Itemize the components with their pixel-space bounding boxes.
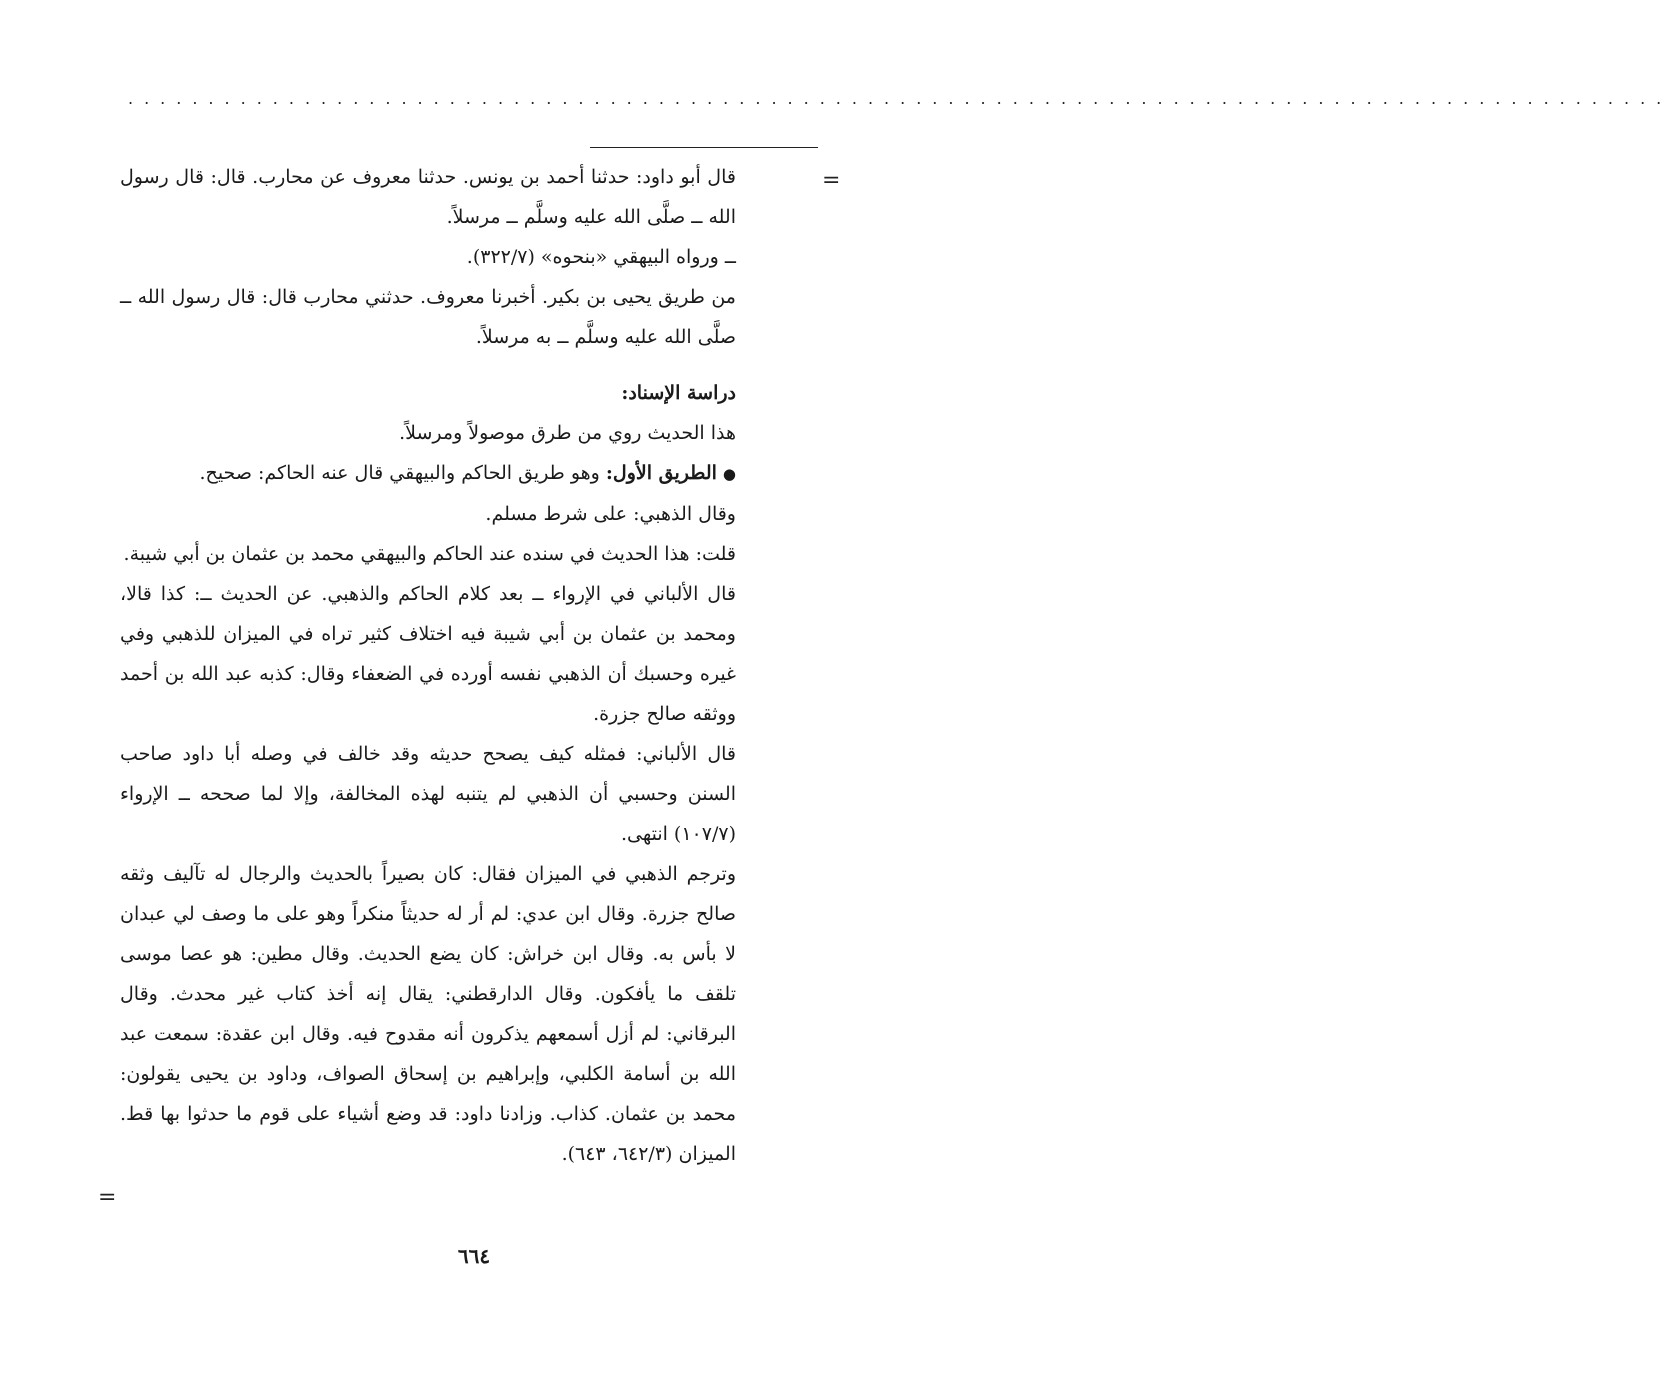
bullet-icon: ● bbox=[722, 465, 736, 483]
section-heading: دراسة الإسناد: bbox=[621, 382, 736, 404]
continuation-mark-bottom: = bbox=[98, 1185, 117, 1210]
continuation-mark-top: = bbox=[822, 168, 841, 193]
paragraph-bayhaqi: ــ ورواه البيهقي «بنحوه» (٣٢٢/٧). bbox=[466, 246, 736, 268]
paragraph-yahya-ibn-bukayr: من طريق يحيى بن بكير. أخبرنا معروف. حدثني محارب قال: قال رسول الله ــ صلَّى الله عليه وسلَّم ــ به مرسلاً. bbox=[120, 286, 736, 348]
paragraph-albani-irwa: قال الألباني في الإرواء ــ بعد كلام الحاكم والذهبي. عن الحديث ــ: كذا قالا، ومحمد بن عثمان بن أبي شيبة فيه اختلاف كثير تراه في الميزان للذهبي وفي غيره وحسبك أن الذهبي نفسه أورده في الضعفاء وقال: كذبه عبد الله بن أحمد ووثقه صالح جزرة. bbox=[120, 583, 736, 725]
paragraph-dhahabi-mizan: وترجم الذهبي في الميزان فقال: كان بصيراً بالحديث والرجال له تآليف وثقه صالح جزرة. وقال ابن عدي: لم أر له حديثاً منكراً وهو على ما وصف لي عبدان لا بأس به. وقال ابن خراش: كان يضع الحديث. وقال مطين: هو عصا موسى تلقف ما يأفكون. وقال الدارقطني: يقال إنه أخذ كتاب غير محدث. وقال البرقاني: لم أزل أسمعهم يذكرون أنه مقدوح فيه. وقال ابن عقدة: سمعت عبد الله بن أسامة الكلبي، وإبراهيم بن إسحاق الصواف، وداود بن يحيى يقولون: محمد بن عثمان. كذاب. وزادنا داود: قد وضع أشياء على قوم ما حدثوا بها قط. الميزان (٦٤٢/٣، ٦٤٣). bbox=[120, 863, 736, 1165]
page-number: ٦٦٤ bbox=[457, 1244, 491, 1268]
dotted-leader: ................................................................................................ bbox=[128, 89, 1672, 108]
first-route-label: الطريق الأول: bbox=[605, 462, 717, 484]
section-intro: هذا الحديث روي من طرق موصولاً ومرسلاً. bbox=[399, 422, 736, 444]
paragraph-abu-dawud: قال أبو داود: حدثنا أحمد بن يونس. حدثنا معروف عن محارب. قال: قال رسول الله ــ صلَّى الله عليه وسلَّم ــ مرسلاً. bbox=[120, 166, 736, 228]
paragraph-dhahabi-ruling: وقال الذهبي: على شرط مسلم. bbox=[485, 503, 736, 525]
footnote-rule bbox=[590, 147, 818, 148]
paragraph-albani-comment: قال الألباني: فمثله كيف يصحح حديثه وقد خالف في وصله أبا داود صاحب السنن وحسبي أن الذهبي لم يتنبه لهذه المخالفة، وإلا لما صححه ــ الإرواء (١٠٧/٧) انتهى. bbox=[120, 743, 736, 845]
page-content bbox=[120, 157, 736, 1174]
first-route-text: وهو طريق الحاكم والبيهقي قال عنه الحاكم: صحيح. bbox=[199, 462, 600, 484]
paragraph-qultu: قلت: هذا الحديث في سنده عند الحاكم والبيهقي محمد بن عثمان بن أبي شيبة. bbox=[123, 543, 736, 565]
first-route-item bbox=[120, 453, 736, 494]
